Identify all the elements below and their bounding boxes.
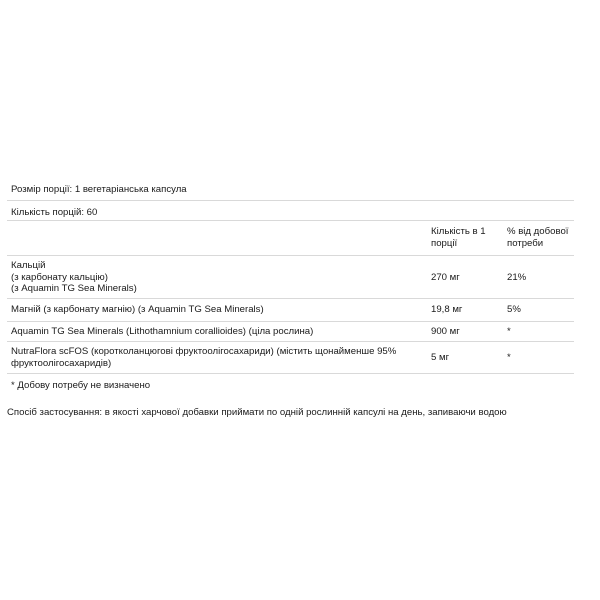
servings-row — [7, 201, 574, 221]
nutrient-row-aquamin — [7, 322, 574, 342]
nutrient-name: Aquamin TG Sea Minerals (Lithothamnium corallioides) (ціла рослина) — [11, 326, 314, 337]
nutrient-row-magnesium — [7, 299, 574, 322]
nutrient-name-line: (з карбонату кальцію) — [11, 271, 108, 283]
nutrient-daily-value: * — [507, 326, 511, 337]
nutrient-amount: 900 мг — [431, 326, 460, 337]
serving-size-row — [7, 178, 574, 201]
footnote-row — [7, 374, 574, 399]
nutrient-row-nutraflora — [7, 342, 574, 374]
nutrient-name — [11, 260, 421, 295]
nutrient-daily-value: 21% — [507, 272, 527, 283]
daily-value-header: % від добової потреби — [507, 226, 569, 249]
nutrient-daily-value: * — [507, 352, 511, 363]
nutrient-name-line: (з Aquamin TG Sea Minerals) — [11, 283, 137, 294]
nutrient-row-calcium — [7, 256, 574, 299]
amount-header: Кількість в 1 порції — [431, 226, 486, 249]
nutrient-amount: 5 мг — [431, 352, 450, 363]
footnote: * Добову потребу не визначено — [11, 380, 151, 391]
nutrient-daily-value: 5% — [507, 304, 521, 315]
supplement-facts-table — [7, 178, 574, 399]
nutrient-name: Магній (з карбонату магнію) (з Aquamin TG Sea Minerals) — [11, 304, 264, 315]
nutrient-name: NutraFlora scFOS (коротколанцюгові фруктоолігосахариди) (містить щонайменше 95% фруктоолігосахаридів) — [11, 346, 397, 369]
nutrient-amount: 270 мг — [431, 272, 460, 283]
nutrient-name-line: Кальцій — [11, 260, 46, 271]
table-header — [7, 221, 574, 256]
serving-size: Розмір порції: 1 вегетаріанська капсула — [11, 184, 187, 195]
nutrient-amount: 19,8 мг — [431, 304, 463, 315]
usage-instructions: Спосіб застосування: в якості харчової добавки приймати по одній рослинній капсулі на день, запиваючи водою — [7, 407, 507, 418]
servings-per-container: Кількість порцій: 60 — [11, 207, 98, 218]
